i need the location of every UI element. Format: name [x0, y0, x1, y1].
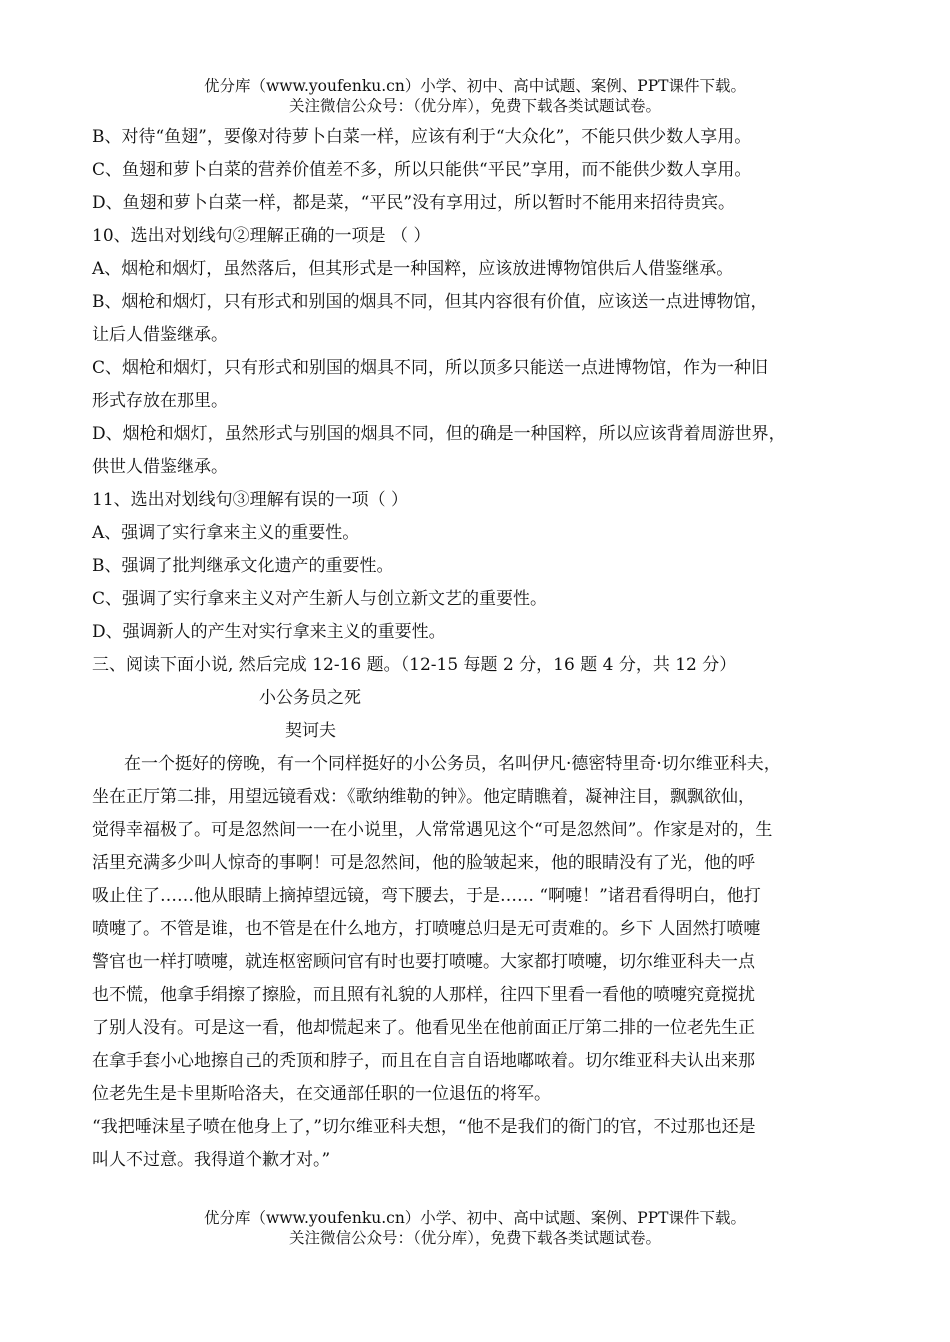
q11-stem: 11、选出对划线句③理解有误的一项（ ）	[92, 490, 409, 510]
story-para-1-line: 也不慌，他拿手绢擦了擦脸，而且照有礼貌的人那样，往四下里看一看他的喷嚏究竟搅扰	[92, 985, 755, 1005]
q9-option-b: B、对待“鱼翅”，要像对待萝卜白菜一样，应该有利于“大众化”，不能只供少数人享用。	[92, 127, 752, 147]
section-3-heading: 三、阅读下面小说, 然后完成 12-16 题。（12-15 每题 2 分，16 题 4 分，共 12 分）	[92, 655, 737, 675]
q11-option-b: B、强调了批判继承文化遗产的重要性。	[92, 556, 394, 576]
q11-option-c: C、强调了实行拿来主义对产生新人与创立新文艺的重要性。	[92, 589, 548, 609]
story-para-2-line: 叫人不过意。我得道个歉才对。”	[92, 1150, 331, 1170]
story-para-1-line: 警官也一样打喷嚏，就连枢密顾问官有时也要打喷嚏。大家都打喷嚏，切尔维亚科夫一点	[92, 952, 755, 972]
q10-option-b-line-1: B、烟枪和烟灯，只有形式和别国的烟具不同，但其内容很有价值，应该送一点进博物馆，	[92, 292, 768, 312]
q10-option-b-line-2: 让后人借鉴继承。	[92, 325, 228, 345]
story-para-1-line: 在拿手套小心地擦自己的秃顶和脖子，而且在自言自语地嘟哝着。切尔维亚科夫认出来那	[92, 1051, 755, 1071]
q10-option-c-line-2: 形式存放在那里。	[92, 391, 228, 411]
q10-option-c-line-1: C、烟枪和烟灯，只有形式和别国的烟具不同，所以顶多只能送一点进博物馆，作为一种旧	[92, 358, 769, 378]
story-para-1-line: 觉得幸福极了。可是忽然间一一在小说里，人常常遇见这个“可是忽然间”。作家是对的，生	[92, 820, 773, 840]
q11-option-d: D、强调新人的产生对实行拿来主义的重要性。	[92, 622, 446, 642]
story-para-1-line: 活里充满多少叫人惊奇的事啊！可是忽然间，他的脸皱起来，他的眼睛没有了光，他的呼	[92, 853, 755, 873]
story-author: 契诃夫	[285, 721, 336, 741]
q10-option-d-line-2: 供世人借鉴继承。	[92, 457, 228, 477]
story-para-1-line: 位老先生是卡里斯哈洛夫，在交通部任职的一位退伍的将军。	[92, 1084, 551, 1104]
q10-stem: 10、选出对划线句②理解正确的一项是 （ ）	[92, 226, 431, 246]
header-line-2: 关注微信公众号：（优分库），免费下载各类试题试卷。	[288, 97, 661, 115]
q11-option-a: A、强调了实行拿来主义的重要性。	[92, 523, 360, 543]
story-para-1-line: 喷嚏了。不管是谁，也不管是在什么地方，打喷嚏总归是无可责难的。乡下 人固然打喷嚏	[92, 919, 761, 939]
footer-line-1: 优分库（www.youfenku.cn）小学、初中、高中试题、案例、PPT课件下载。	[203, 1209, 747, 1227]
footer-line-2: 关注微信公众号：（优分库），免费下载各类试题试卷。	[288, 1229, 661, 1247]
story-para-1-line: 了别人没有。可是这一看，他却慌起来了。他看见坐在他前面正厅第二排的一位老先生正	[92, 1018, 755, 1038]
story-para-1-line: 吸止住了……他从眼睛上摘掉望远镜，弯下腰去，于是…… “啊嚏！”诸君看得明白，他打	[92, 886, 761, 906]
q9-option-c: C、鱼翅和萝卜白菜的营养价值差不多，所以只能供“平民”享用，而不能供少数人享用。	[92, 160, 752, 180]
q9-option-d: D、鱼翅和萝卜白菜一样，都是菜，“平民”没有享用过，所以暂时不能用来招待贵宾。	[92, 193, 736, 213]
q10-option-a: A、烟枪和烟灯，虽然落后，但其形式是一种国粹，应该放进博物馆供后人借鉴继承。	[92, 259, 734, 279]
header-line-1: 优分库（www.youfenku.cn）小学、初中、高中试题、案例、PPT课件下载。	[203, 77, 747, 95]
page-footer	[0, 1208, 950, 1248]
document-body	[92, 121, 872, 1177]
story-para-1-line: 在一个挺好的傍晚，有一个同样挺好的小公务员，名叫伊凡·德密特里奇·切尔维亚科夫，	[124, 754, 781, 774]
story-para-2-line: “我把唾沫星子喷在他身上了，”切尔维亚科夫想，“他不是我们的衙门的官，不过那也还是	[92, 1117, 756, 1137]
story-title: 小公务员之死	[259, 688, 361, 708]
q10-option-d-line-1: D、烟枪和烟灯，虽然形式与别国的烟具不同，但的确是一种国粹，所以应该背着周游世界，	[92, 424, 786, 444]
story-para-1-line: 坐在正厅第二排，用望远镜看戏：《歌纳维勒的钟》。他定睛瞧着，凝神注目，飘飘欲仙，	[92, 787, 755, 807]
page-header	[0, 76, 950, 116]
